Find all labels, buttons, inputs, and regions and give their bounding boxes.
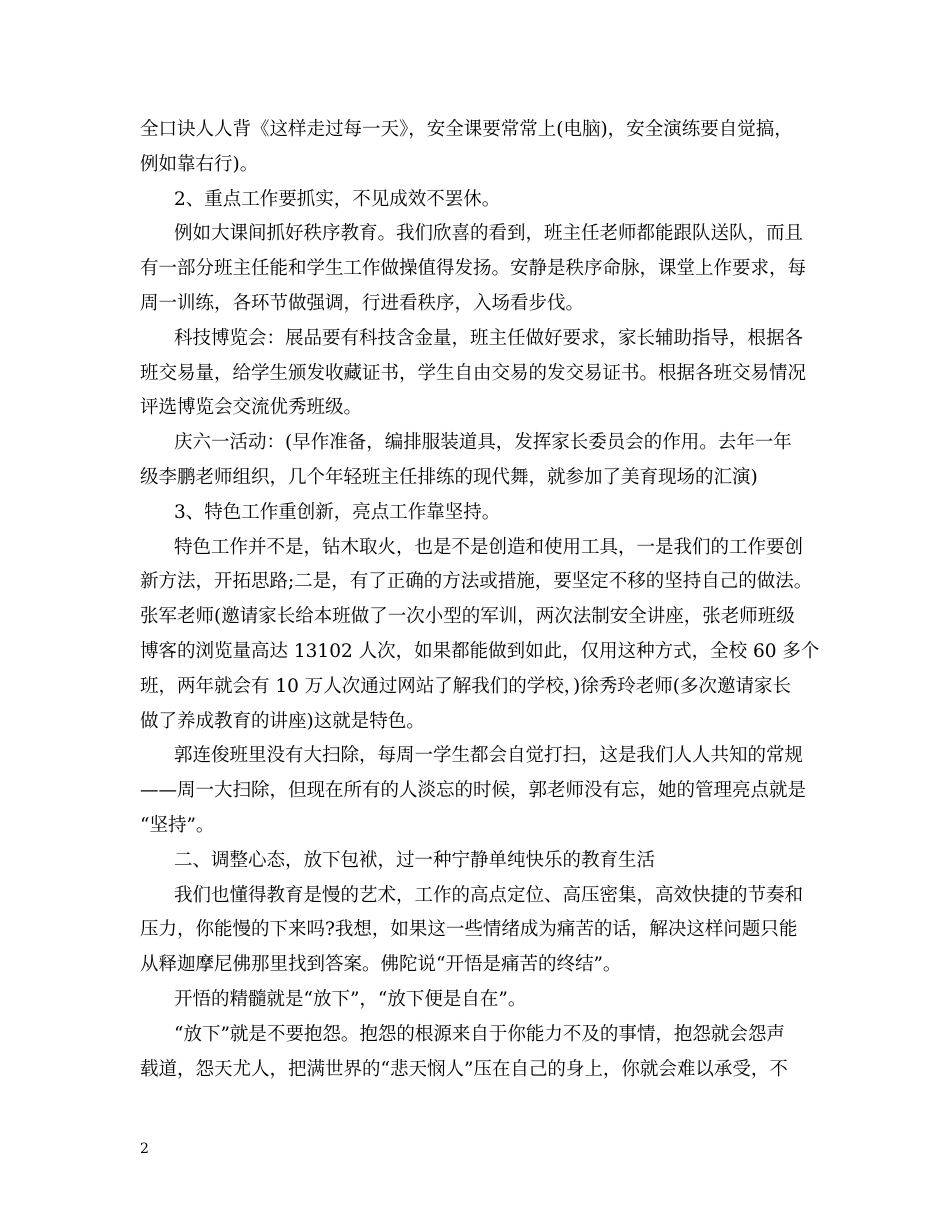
text-line: “坚持”。	[140, 814, 215, 836]
text-line: 博客的浏览量高达 13102 人次，如果都能做到如此，仅用这种方式，全校 60 多个	[140, 640, 820, 662]
text-line: 2、重点工作要抓实，不见成效不罢休。	[174, 188, 501, 210]
text-line: 二、调整心态，放下包袱，过一种宁静单纯快乐的教育生活	[174, 849, 656, 871]
text-line: 有一部分班主任能和学生工作做操值得发扬。安静是秩序命脉，课堂上作要求，每	[140, 258, 807, 280]
text-line: 做了养成教育的讲座)这就是特色。	[140, 710, 425, 732]
text-line: 新方法，开拓思路;二是，有了正确的方法或措施，要坚定不移的坚持自己的做法。	[140, 571, 813, 593]
text-line: 庆六一活动：(早作准备，编排服装道具，发挥家长委员会的作用。去年一年	[174, 432, 792, 454]
text-line: 评选博览会交流优秀班级。	[140, 397, 363, 419]
text-line: 张军老师(邀请家长给本班做了一次小型的军训，两次法制安全讲座，张老师班级	[140, 606, 795, 628]
text-line: 全口诀人人背《这样走过每一天》，安全课要常常上(电脑)，安全演练要自觉搞，	[140, 119, 793, 140]
text-line: 我们也懂得教育是慢的艺术，工作的高点定位、高压密集，高效快捷的节奏和	[174, 884, 804, 906]
text-line: 班交易量，给学生颁发收藏证书，学生自由交易的发交易证书。根据各班交易情况	[140, 362, 807, 384]
text-line: 科技博览会：展品要有科技含金量，班主任做好要求，家长辅助指导，根据各	[174, 327, 804, 349]
text-line: 班，两年就会有 10 万人次通过网站了解我们的学校，)徐秀玲老师(多次邀请家长	[140, 675, 791, 697]
text-line: 特色工作并不是，钻木取火，也是不是创造和使用工具，一是我们的工作要创	[174, 536, 804, 558]
text-line: 级李鹏老师组织，几个年轻班主任排练的现代舞，就参加了美育现场的汇演)	[140, 466, 758, 488]
document-body	[140, 113, 820, 1087]
page-number: 2	[140, 1141, 149, 1157]
text-line: ——周一大扫除，但现在所有的人淡忘的时候，郭老师没有忘，她的管理亮点就是	[140, 780, 807, 802]
text-line: 郭连俊班里没有大扫除，每周一学生都会自觉打扫，这是我们人人共知的常规	[174, 745, 804, 767]
text-line: 压力，你能慢的下来吗?我想，如果这一些情绪成为痛苦的话，解决这样问题只能	[140, 919, 798, 941]
text-line: 周一训练，各环节做强调，行进看秩序，入场看步伐。	[140, 292, 585, 314]
text-line: “放下”就是不要抱怨。抱怨的根源来自于你能力不及的事情，抱怨就会怨声	[174, 1023, 785, 1045]
text-line: 开悟的精髓就是“放下”，“放下便是自在”。	[174, 988, 527, 1010]
text-line: 例如大课间抓好秩序教育。我们欣喜的看到，班主任老师都能跟队送队，而且	[174, 223, 804, 245]
text-line: 载道，怨天尤人，把满世界的“悲天悯人”压在自己的身上，你就会难以承受，不	[140, 1058, 788, 1080]
text-line: 例如靠右行)。	[140, 153, 259, 175]
text-line: 从释迦摩尼佛那里找到答案。佛陀说“开悟是痛苦的终结”。	[140, 954, 622, 976]
text-line: 3、特色工作重创新，亮点工作靠坚持。	[174, 501, 501, 523]
